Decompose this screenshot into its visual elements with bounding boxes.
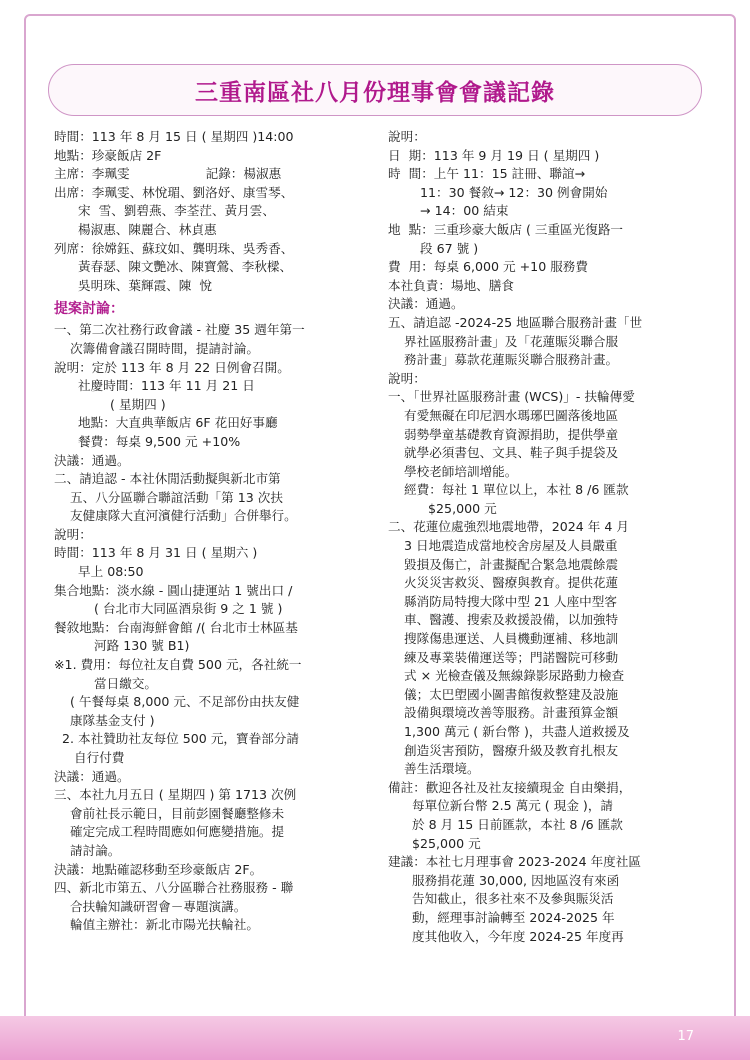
text-line: 善生活環境。 [388,761,480,777]
text-line: 地 點：三重珍豪大飯店 ( 三重區光復路一 [388,221,624,237]
text-line: 告知截止，很多社來不及參與賑災活 [388,891,614,907]
text-line: 會前社長示範日，目前彭園餐廳整修未 [54,805,285,821]
text-line: 有愛無礙在印尼泗水瑪琊巴圖落後地區 [388,407,619,423]
text-line: 弱勢學童基礎教育資源捐助，提供學童 [388,426,619,442]
text-line: 3 日地震造成當地校舍房屋及人員嚴重 [388,538,618,554]
text-line: 搜隊傷患運送、人員機動運補、移地訓 [388,631,619,647]
text-line: 集合地點：淡水線 - 圓山捷運站 1 號出口 / [54,582,293,598]
text-line: 確定完成工程時間應如何應變措施。提 [54,824,285,840]
text-line: 三、本社九月五日 ( 星期四 ) 第 1713 次例 [54,787,297,803]
text-line: 楊淑惠、陳麗合、林貞惠 [54,221,217,237]
text-line: $25,000 元 [388,500,497,516]
text-line: 火災災害救災、醫療與教育。提供花蓮 [388,575,619,591]
text-line: 康隊基金支付 ) [54,712,155,728]
text-line: 次籌備會議召開時間，提請討論。 [54,340,259,356]
text-line: 友健康隊大直河濱健行活動」合併舉行。 [54,508,297,524]
text-line: 主席：李珮雯 記錄：楊淑惠 [54,166,282,182]
text-line: 說明：定於 113 年 8 月 22 日例會召開。 [54,359,290,375]
text-line: 合扶輪知識研習會－專題演講。 [54,898,247,914]
text-line: 出席：李珮雯、林悅瑂、劉洛妤、康雪琴、 [54,184,294,200]
text-line: ( 台北市大同區酒泉街 9 之 1 號 ) [54,601,283,617]
text-line: 吳明珠、葉輝霞、陳 悅 [54,277,212,293]
text-line: 服務捐花蓮 30,000, 因地區沒有來函 [388,872,620,888]
text-line: 每單位新台幣 2.5 萬元 ( 現金 )，請 [388,798,614,814]
title-banner [48,64,702,116]
text-line: 段 67 號 ) [388,240,479,256]
text-line: 四、新北市第五、八分區聯合社務服務 - 聯 [54,880,294,896]
text-line: 於 8 月 15 日前匯款，本社 8 /6 匯款 [388,816,623,832]
footer-band [0,1016,750,1060]
text-line: 建議：本社七月理事會 2023-2024 年度社區 [388,854,641,870]
text-line: 河路 130 號 B1) [54,638,190,654]
text-line: 練及專業裝備運送等；門諾醫院可移動 [388,649,619,665]
text-line: 時 間：上午 11：15 註冊、聯誼→ [388,166,586,182]
text-line: 決議：通過。 [54,452,130,468]
text-line: 11：30 餐敘→ 12：30 例會開始 [388,184,608,200]
text-line: ※1. 費用：每位社友自費 500 元，各社統一 [54,657,302,673]
text-line: 1,300 萬元 ( 新台幣 )，共盡人道救援及 [388,724,630,739]
text-line: 一、第二次社務行政會議 - 社慶 35 週年第一 [54,322,305,338]
text-line: 地點：大直典華飯店 6F 花田好事廳 [54,415,278,431]
text-line: 決議：地點確認移動至珍豪飯店 2F。 [54,861,263,877]
text-line: 設備與環境改善等服務。計畫預算金額 [388,705,619,721]
text-line: 毀損及傷亡，計畫擬配合緊急地震餘震 [388,556,619,572]
text-line: 五、請追認 -2024-25 地區聯合服務計畫「世 [388,314,643,330]
text-line: 動，經理事討論轉至 2024-2025 年 [388,909,615,925]
text-line: ( 午餐每桌 8,000 元、不足部份由扶友健 [54,694,300,710]
text-line: $25,000 元 [388,835,481,851]
text-line: 2. 本社贊助社友每位 500 元，寶眷部分請 [54,731,299,747]
text-line: 備註：歡迎各社及社友接續現金 自由樂捐， [388,779,632,795]
text-line: 說明： [388,370,426,386]
text-line: 列席：徐嫦鈺、蘇玟如、龔明珠、吳秀香、 [54,240,294,256]
text-line: 早上 08:50 [54,564,144,580]
text-line: 費 用：每桌 6,000 元 +10 服務費 [388,259,588,275]
text-line: 決議：通過。 [54,768,130,784]
text-line: → 14：00 結束 [388,203,509,219]
text-line: 學校老師培訓增能。 [388,463,518,479]
text-line: 說明： [54,526,92,542]
text-line: 式 × 光檢查儀及無線錄影尿路動力檢查 [388,668,625,684]
text-line: 黃春瑟、陳文艷冰、陳寶鶯、李秋樑、 [54,259,293,275]
text-line: 社慶時間：113 年 11 月 21 日 [54,378,255,394]
page-title: 三重南區社八月份理事會會議記錄 [195,79,555,106]
text-line: 餐敘地點：台南海鮮會館 /( 台北市士林區基 [54,619,298,635]
text-line: 地點：珍豪飯店 2F [54,147,162,163]
text-line: 就學必須書包、文具、鞋子與手提袋及 [388,445,619,461]
page-number: 17 [677,1029,694,1044]
text-line: 務計畫」募款花蓮賑災聯合服務計畫。 [388,352,619,368]
text-line: 二、花蓮位處強烈地震地帶，2024 年 4 月 [388,519,629,535]
text-line: 決議：通過。 [388,296,464,312]
text-line: 本社負責：場地、膳食 [388,277,514,293]
text-line: 時間：113 年 8 月 31 日 ( 星期六 ) [54,545,258,561]
text-line: 輪值主辦社：新北市陽光扶輪社。 [54,917,259,933]
text-line: 創造災害預防，醫療升級及教育扎根友 [388,742,619,758]
text-line: 經費：每社 1 單位以上，本社 8 /6 匯款 [388,482,629,498]
text-line: 五、八分區聯合聯誼活動「第 13 次扶 [54,489,283,505]
text-line: 儀；太巴塱國小圖書館復救整建及設施 [388,686,619,702]
text-line: ( 星期四 ) [54,396,166,412]
text-line: 日 期：113 年 9 月 19 日 ( 星期四 ) [388,147,600,163]
text-line: 車、醫護、搜索及救援設備，以加強特 [388,612,619,628]
text-line: 縣消防局特搜大隊中型 21 人座中型客 [388,593,617,609]
right-column [388,128,706,946]
left-column [54,128,372,935]
section-heading: 提案討論： [54,301,124,318]
text-line: 當日繳交。 [54,675,158,691]
text-line: 二、請追認 - 本社休閒活動擬與新北市第 [54,471,281,487]
text-line: 一、「世界社區服務計畫 (WCS)」- 扶輪傳愛 [388,389,635,405]
text-line: 宋 雪、劉碧燕、李荃茳、黃月雲、 [54,203,275,219]
text-line: 界社區服務計畫」及「花蓮賑災聯合服 [388,333,619,349]
text-line: 餐費：每桌 9,500 元 +10% [54,433,241,449]
text-line: 說明： [388,129,426,144]
text-line: 時間：113 年 8 月 15 日 ( 星期四 )14:00 [54,129,294,144]
text-line: 度其他收入，今年度 2024-25 年度再 [388,928,624,944]
text-line: 自行付費 [54,750,125,765]
text-line: 請討論。 [54,842,121,858]
